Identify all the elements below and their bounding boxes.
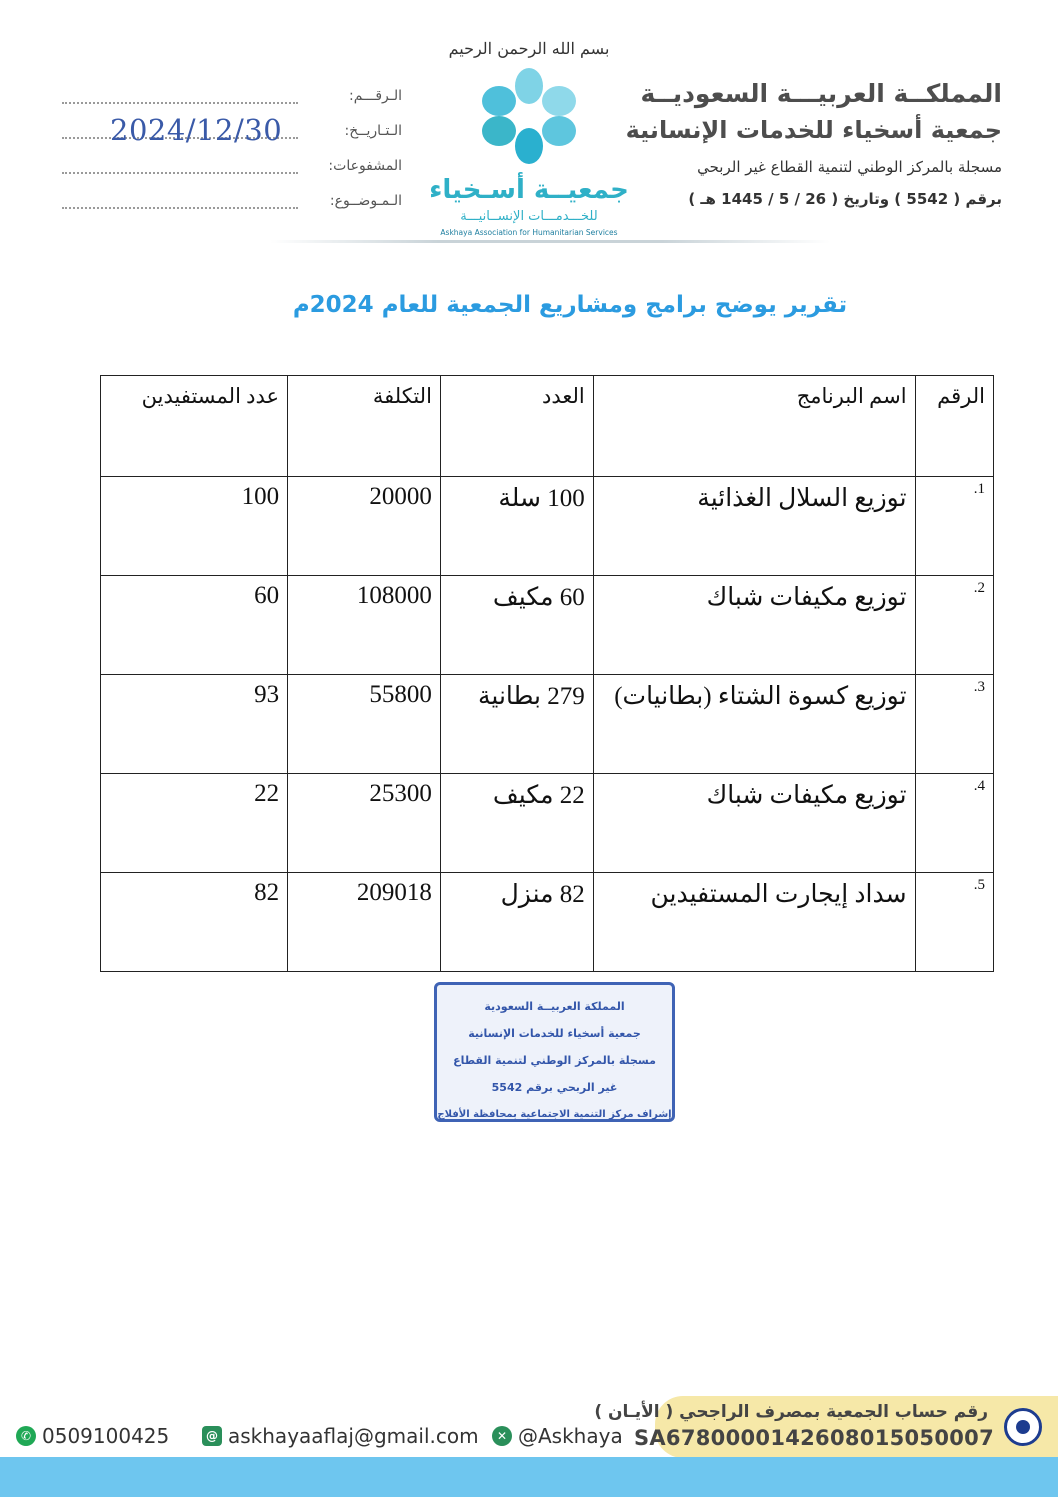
row-count: 82 منزل (440, 873, 593, 972)
official-stamp (434, 982, 675, 1122)
header-count: العدد (440, 376, 593, 477)
email-icon: @ (202, 1426, 222, 1446)
row-beneficiaries: 82 (101, 873, 288, 972)
header-number: الرقم (915, 376, 993, 477)
x-contact[interactable] (492, 1424, 623, 1448)
bank-logo-icon (1004, 1408, 1042, 1446)
logo-graphic (418, 28, 640, 242)
attachments-row (62, 154, 402, 189)
row-count: 60 مكيف (440, 576, 593, 675)
row-count: 279 بطانية (440, 675, 593, 774)
subject-row (62, 189, 402, 224)
row-beneficiaries: 93 (101, 675, 288, 774)
table-row (101, 675, 994, 774)
table-row (101, 477, 994, 576)
stamp-line: جمعية أسخياء للخدمات الإنسانية (468, 1027, 641, 1040)
row-cost: 25300 (288, 774, 441, 873)
row-number: 2. (915, 576, 993, 675)
stamp-line: المملكة العربيــة السعودية (484, 1000, 625, 1013)
date-value: 2024/12/30 (110, 113, 283, 147)
row-program: توزيع مكيفات شباك (593, 774, 915, 873)
row-cost: 55800 (288, 675, 441, 774)
row-count: 22 مكيف (440, 774, 593, 873)
dotted-line (62, 172, 298, 174)
row-cost: 209018 (288, 873, 441, 972)
programs-table (100, 375, 994, 972)
row-number: 3. (915, 675, 993, 774)
logo-petals-icon (482, 68, 576, 164)
reference-number-label: الـرقـــم: (348, 88, 402, 104)
header-beneficiaries: عدد المستفيدين (101, 376, 288, 477)
date-label: الـتـاريــخ: (344, 123, 402, 139)
logo-english-name: Askhaya Association for Humanitarian Services (440, 228, 618, 237)
iban-number: SA6780000142608015050007 (633, 1426, 994, 1450)
row-beneficiaries: 100 (101, 477, 288, 576)
row-cost: 20000 (288, 477, 441, 576)
x-icon: ✕ (492, 1426, 512, 1446)
dotted-line (62, 207, 298, 209)
basmala-text: بسم الله الرحمن الرحيم (448, 39, 610, 58)
attachments-label: المشفوعات: (328, 158, 402, 174)
registration-text: مسجلة بالمركز الوطني لتنمية القطاع غير الربحي (697, 158, 1002, 176)
row-program: توزيع مكيفات شباك (593, 576, 915, 675)
email-contact[interactable] (202, 1424, 479, 1448)
row-program: توزيع كسوة الشتاء (بطانيات) (593, 675, 915, 774)
association-name: جمعية أسخياء للخدمات الإنسانية (625, 116, 1002, 144)
country-name: المملكــة العربيـــة السعوديــة (640, 79, 1002, 108)
row-number: 1. (915, 477, 993, 576)
stamp-line: مسجلة بالمركز الوطني لتنمية القطاع (453, 1054, 656, 1067)
row-beneficiaries: 60 (101, 576, 288, 675)
stamp-line: إشراف مركز التنمية الاجتماعية بمحافظة الأفلاج (437, 1109, 672, 1120)
date-row (62, 113, 402, 154)
table-header-row (101, 376, 994, 477)
header-program: اسم البرنامج (593, 376, 915, 477)
report-title: تقرير يوضح برامج ومشاريع الجمعية للعام 2024م (292, 292, 848, 318)
row-beneficiaries: 22 (101, 774, 288, 873)
header-cost: التكلفة (288, 376, 441, 477)
bank-account-box (594, 1396, 1058, 1458)
phone-number: 0509100425 (42, 1424, 170, 1448)
header-divider (270, 240, 830, 243)
x-handle: @Askhaya (518, 1424, 623, 1448)
row-program: توزيع السلال الغذائية (593, 477, 915, 576)
bank-account-label: رقم حساب الجمعية بمصرف الراجحي ( الأيـان ) (594, 1402, 988, 1422)
table-row (101, 873, 994, 972)
organization-header (582, 76, 1002, 214)
association-logo (418, 28, 640, 242)
row-cost: 108000 (288, 576, 441, 675)
logo-arabic-subtitle: للخـــدمـــات الإنســانيـــة (460, 209, 598, 224)
registration-number: برقم ( 5542 ) وتاريخ ( 26 / 5 / 1445 هـ ) (688, 190, 1002, 208)
row-program: سداد إيجارت المستفيدين (593, 873, 915, 972)
table-row (101, 774, 994, 873)
whatsapp-icon: ✆ (16, 1426, 36, 1446)
footer-bar (0, 1457, 1058, 1497)
row-number: 4. (915, 774, 993, 873)
dotted-line (62, 102, 298, 104)
reference-fields (62, 84, 402, 224)
subject-label: الـمـوضــوع: (329, 193, 402, 209)
stamp-line: غير الربحي برقم 5542 (491, 1081, 618, 1094)
row-number: 5. (915, 873, 993, 972)
phone-contact[interactable] (16, 1424, 169, 1448)
contact-info (0, 1424, 650, 1454)
row-count: 100 سلة (440, 477, 593, 576)
table-row (101, 576, 994, 675)
email-address: askhayaaflaj@gmail.com (228, 1424, 479, 1448)
logo-arabic-name: جمعيــة أسـخياء (429, 175, 629, 205)
